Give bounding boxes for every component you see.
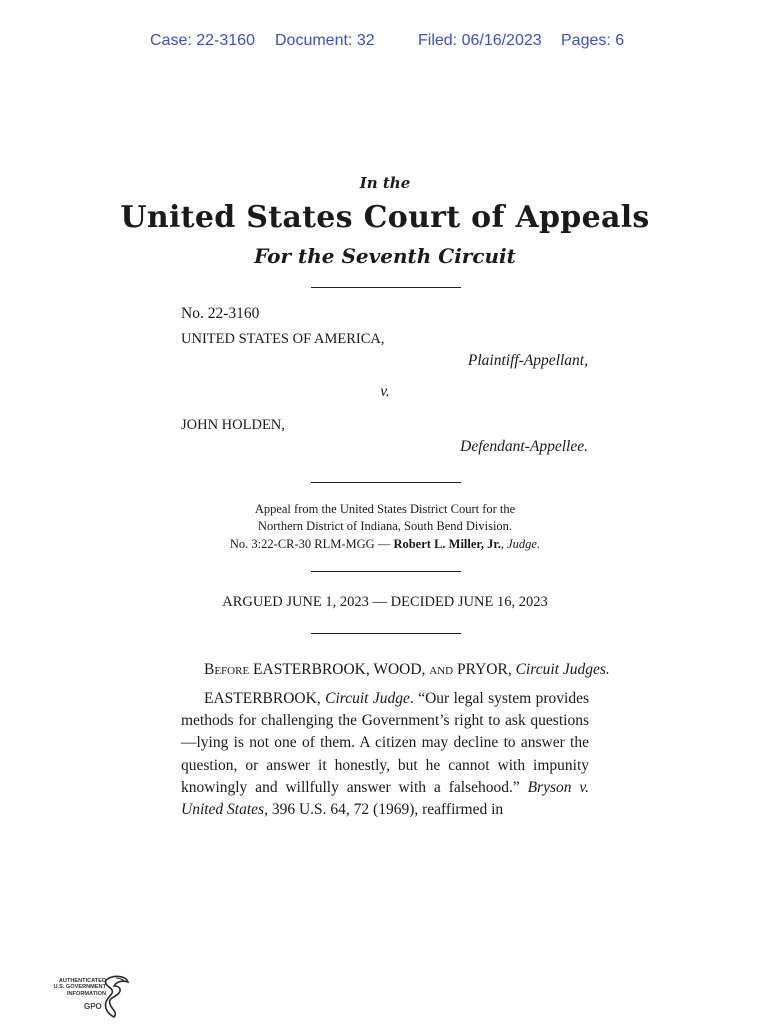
circuit-name: For the Seventh Circuit	[254, 244, 516, 268]
court-name: United States Court of Appeals	[120, 200, 650, 235]
panel-title: Circuit Judges.	[515, 661, 610, 678]
argued-decided: ARGUED JUNE 1, 2023 — DECIDED JUNE 16, 2023	[222, 594, 548, 610]
appeal-line-2: Northern District of Indiana, South Bend Division.	[257, 519, 513, 533]
page-count: Pages: 6	[561, 32, 625, 49]
plaintiff-name: UNITED STATES OF AMERICA,	[181, 331, 385, 347]
district-judge: Robert L. Miller, Jr.	[393, 537, 501, 551]
gpo-authentication-logo	[44, 974, 130, 1018]
opinion-text-2: , 396 U.S. 64, 72 (1969), reaffirmed in	[264, 801, 504, 819]
docket-number: No. 22-3160	[181, 305, 260, 322]
filing-header	[0, 32, 770, 52]
plaintiff-role: Plaintiff-Appellant,	[467, 352, 588, 369]
divider	[311, 633, 461, 634]
document-number: Document: 32	[275, 32, 375, 49]
opinion-author: EASTERBROOK	[204, 690, 317, 707]
versus: v.	[380, 383, 390, 400]
case-citation: Bryson v. United States	[181, 778, 589, 819]
comma: ,	[500, 537, 508, 551]
divider	[311, 482, 461, 483]
divider	[311, 287, 461, 288]
case-number: Case: 22-3160	[150, 32, 255, 49]
appeal-line-1: Appeal from the United States District Court for the	[254, 502, 516, 516]
gpo-logo-text: AUTHENTICATED U.S. GOVERNMENT INFORMATION	[53, 978, 106, 997]
opinion-author-title: Circuit Judge	[325, 690, 410, 707]
appeal-line-3	[0, 537, 770, 552]
panel-judges: Before EASTERBROOK, WOOD, and PRYOR,	[204, 661, 516, 678]
defendant-role: Defendant-Appellee.	[460, 438, 588, 455]
opinion-text	[181, 688, 589, 821]
opinion-text-1: “Our legal system provides methods for challenging the Government’s right to ask questions—lying is not one of them. A citizen may decline to answer the question, or answer it honestly, but he cannot with impunity knowingly and willfully answer with a falsehood.”	[181, 690, 590, 796]
opinion-paragraph: EASTERBROOK, Circuit Judge. “Our legal system provides methods for challenging the Government’s right to ask questions—lying is not one of them. A citizen may decline to answer the question, or answer it honestly, but he cannot with impunity knowingly and willfully answer with a falsehood.” Bryson v. United States, 396 U.S. 64, 72 (1969), reaffirmed in	[181, 690, 590, 819]
panel-line	[204, 661, 610, 679]
court-prefix: In the	[359, 174, 411, 192]
eagle-icon	[102, 974, 130, 1018]
gpo-word: GPO	[84, 1002, 102, 1011]
judge-title: Judge.	[507, 537, 541, 551]
lower-docket: No. 3:22-CR-30 RLM-MGG —	[229, 537, 394, 551]
filed-date: Filed: 06/16/2023	[418, 32, 542, 49]
divider	[311, 571, 461, 572]
defendant-name: JOHN HOLDEN,	[181, 417, 285, 433]
